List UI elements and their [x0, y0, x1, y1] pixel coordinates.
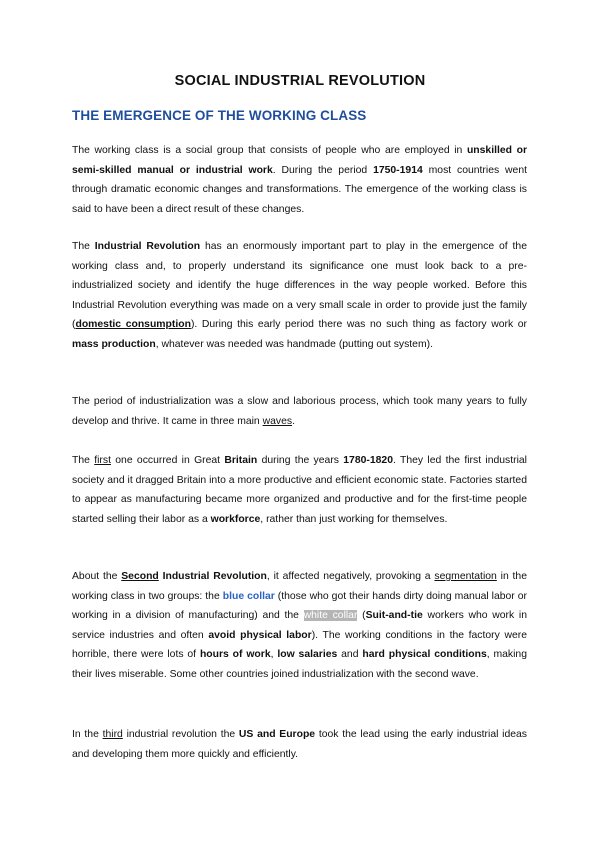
document-title: SOCIAL INDUSTRIAL REVOLUTION [174, 73, 426, 89]
paragraph-second-wave: About the Second Industrial Revolution, it affected negatively, provoking a segmentation in the working class in two groups: the blue collar (those who got their hands dirty doing manual labor or working in a division of manufacturing) and the white collar (Suit-and-tie workers who work in service industries and often avoid physical labor). The working conditions in the factory were horrible, there were lots of hours of work, low salaries and hard physical conditions, making their lives miserable. Some other countries joined industrialization with the second wave. [72, 571, 527, 680]
paragraph-industrial-revolution: The Industrial Revolution has an enormously important part to play in the emergence of the working class and, to properly understand its significance one must look back to a pre-industrialized society and identify the huge differences in the way people worked. Before this Industrial Revolution everything was made on a very small scale in order to provide just the family (domestic consumption). During this early period there was no such thing as factory work or mass production, whatever was needed was handmade (putting out system). [72, 241, 528, 350]
white-collar-highlight: white collar [303, 610, 358, 621]
paragraph-industrialization: The period of industrialization was a slow and laborious process, which took many years to fully develop and thrive. It came in three main waves. [72, 396, 527, 427]
section-heading: THE EMERGENCE OF THE WORKING CLASS [72, 108, 367, 123]
blue-collar-term: blue collar [222, 590, 275, 602]
paragraph-third-wave: In the third industrial revolution the US and Europe took the lead using the early industrial ideas and developing them more quickly and efficiently. [72, 729, 527, 760]
paragraph-definition: The working class is a social group that consists of people who are employed in unskilled or semi-skilled manual or industrial work. During the period 1750-1914 most countries went through dramatic economic changes and transformations. The emergence of the working class is said to have been a direct result of these changes. [72, 145, 527, 215]
paragraph-first-wave: The first one occurred in Great Britain during the years 1780-1820. They led the first industrial society and it dragged Britain into a more productive and efficient economic state. Factories started to appear as manufacturing became more organized and productive and for the first-time people started selling their labor as a workforce, rather than just working for themselves. [72, 455, 527, 525]
